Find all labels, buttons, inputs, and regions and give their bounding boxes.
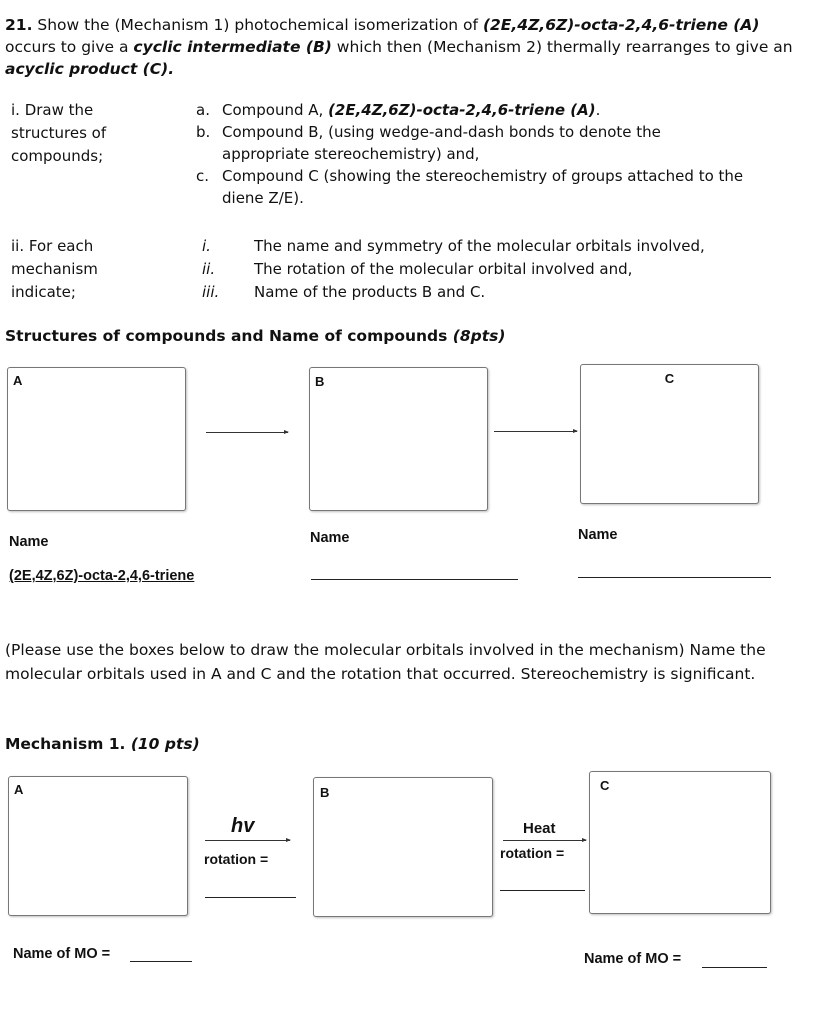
- mo-box-b[interactable]: [313, 777, 493, 917]
- box-label-b: B: [315, 374, 325, 389]
- box-label-a: A: [14, 782, 24, 797]
- list-item: b. Compound B, (using wedge-and-dash bonds to denote the: [196, 123, 661, 141]
- structure-box-a[interactable]: [7, 367, 186, 511]
- rotation-label-2: rotation =: [500, 845, 565, 861]
- part-i-label: i. Draw the structures of compounds;: [11, 101, 107, 165]
- name-label-b: Name: [310, 530, 350, 546]
- instructions-text: (Please use the boxes below to draw the molecular orbitals involved in the mechanism) Name the molecular orbitals used in A and C and the rotation that occurred. Stereochemistry is significant.: [5, 641, 766, 683]
- mechanism-arrow-1: [205, 840, 290, 841]
- mo-box-a[interactable]: [8, 776, 188, 916]
- list-item: c. Compound C (showing the stereochemistry of groups attached to the: [196, 167, 744, 185]
- list-item: ii. The rotation of the molecular orbital involved and,: [202, 260, 633, 278]
- mo-label-a: Name of MO =: [13, 946, 111, 962]
- mo-blank-c[interactable]: [702, 967, 767, 968]
- list-item: a. Compound A, (2E,4Z,6Z)-octa-2,4,6-triene (A).: [196, 101, 601, 119]
- part-ii-list: [202, 235, 802, 304]
- heat-label: Heat: [523, 820, 556, 837]
- part-i-list: a. Compound A, (2E,4Z,6Z)-octa-2,4,6-triene (A). b. Compound B, (using wedge-and-dash bonds to denote the appropriate stereochemistry) and, c. Compound C (showing the stereochemistry of groups attached to the diene Z/E).: [196, 99, 796, 209]
- reaction-arrow-1: [206, 432, 288, 433]
- box-label-c: C: [664, 371, 675, 386]
- rotation-blank-2[interactable]: [500, 890, 585, 891]
- structures-title: Structures of compounds and Name of compounds (8pts): [5, 327, 506, 345]
- question-number: 21.: [5, 16, 33, 34]
- question-text: 21. Show the (Mechanism 1) photochemical isomerization of (2E,4Z,6Z)-octa-2,4,6-triene (A) occurs to give a cyclic intermediate (B) which then (Mechanism 2) thermally rearranges to give an acyclic product (C).: [5, 16, 793, 78]
- box-label-b: B: [320, 785, 330, 800]
- mo-label-c: Name of MO =: [584, 951, 682, 967]
- box-label-c: C: [600, 778, 610, 793]
- list-item: iii. Name of the products B and C.: [202, 283, 486, 301]
- mo-box-c[interactable]: [589, 771, 771, 914]
- part-ii-label: ii. For each mechanism indicate;: [11, 237, 98, 301]
- list-item: i. The name and symmetry of the molecular orbitals involved,: [202, 237, 705, 255]
- mo-blank-a[interactable]: [130, 961, 192, 962]
- structure-box-c[interactable]: [580, 364, 759, 504]
- reaction-arrow-2: [494, 431, 577, 432]
- name-blank-b[interactable]: [311, 579, 518, 580]
- mechanism1-title: Mechanism 1. (10 pts): [5, 735, 200, 753]
- hv-label: hv: [231, 815, 255, 837]
- name-label-a: Name: [9, 534, 49, 550]
- name-label-c: Name: [578, 527, 618, 543]
- structure-box-b[interactable]: [309, 367, 488, 511]
- compound-a-name: (2E,4Z,6Z)-octa-2,4,6-triene: [9, 568, 195, 584]
- box-label-a: A: [13, 373, 23, 388]
- name-blank-c[interactable]: [578, 577, 771, 578]
- rotation-label-1: rotation =: [204, 851, 269, 867]
- rotation-blank-1[interactable]: [205, 897, 296, 898]
- mechanism-arrow-2: [503, 840, 586, 841]
